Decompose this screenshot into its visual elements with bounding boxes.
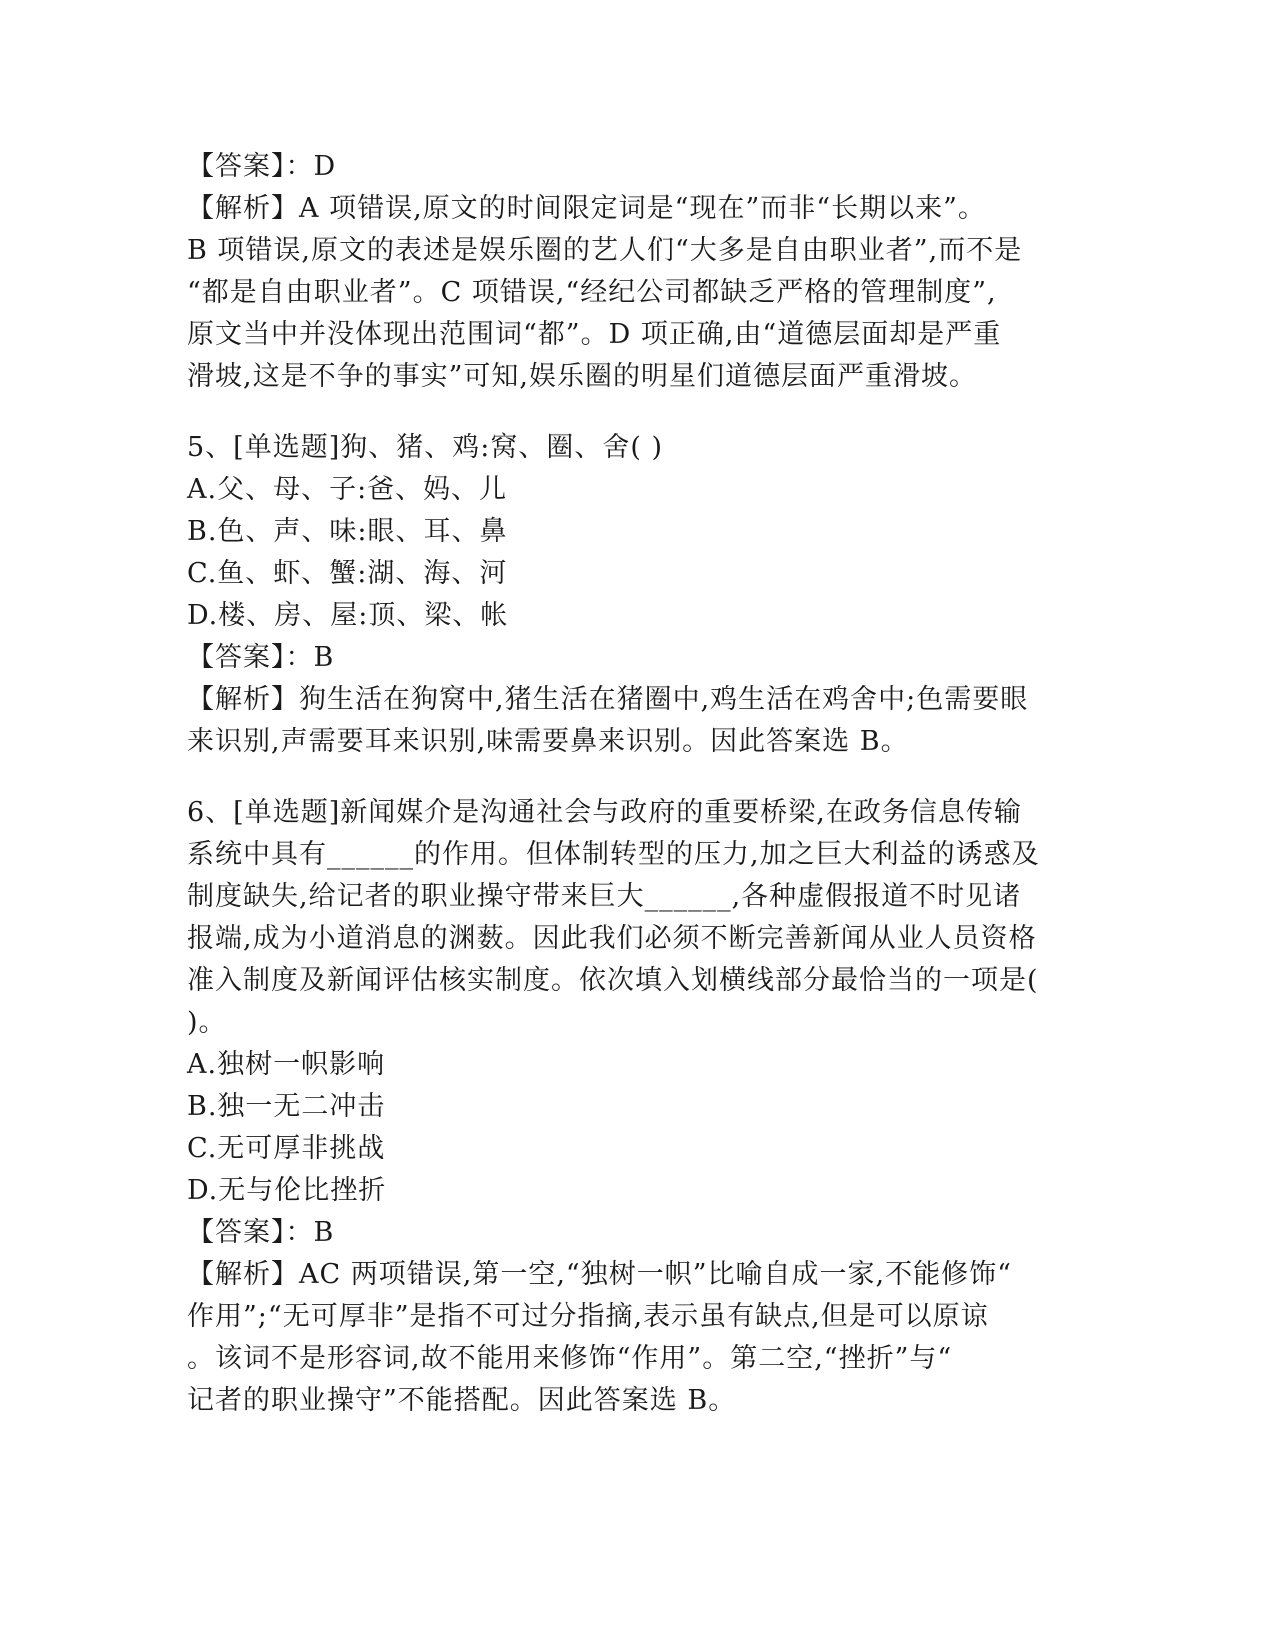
option-d: D.楼、房、屋:顶、梁、帐 bbox=[187, 600, 509, 631]
analysis-line: 原文当中并没体现出范围词“都”。D 项正确,由“道德层面却是严重 bbox=[187, 319, 1002, 350]
option-c: C.鱼、虾、蟹:湖、海、河 bbox=[187, 558, 508, 589]
question-6-line: )。 bbox=[187, 1007, 227, 1038]
question-6-line: 6、[单选题]新闻媒介是沟通社会与政府的重要桥梁,在政务信息传输 bbox=[187, 797, 1022, 828]
spacer bbox=[187, 398, 1087, 427]
question-5: 5、[单选题]狗、猪、鸡:窝、圈、舍( ) bbox=[187, 432, 663, 463]
analysis-line: “都是自由职业者”。C 项错误,“经纪公司都缺乏严格的管理制度”, bbox=[187, 277, 997, 308]
analysis-line: B 项错误,原文的表述是娱乐圈的艺人们“大多是自由职业者”,而不是 bbox=[187, 235, 1023, 266]
analysis-line: 记者的职业操守”不能搭配。因此答案选 B。 bbox=[187, 1385, 737, 1416]
analysis-line: 作用”;“无可厚非”是指不可过分指摘,表示虽有缺点,但是可以原谅 bbox=[187, 1301, 989, 1332]
analysis-line: 【解析】狗生活在狗窝中,猪生活在猪圈中,鸡生活在鸡舍中;色需要眼 bbox=[187, 684, 1029, 715]
option-b: B.独一无二冲击 bbox=[187, 1091, 386, 1122]
question-6-line: 制度缺失,给记者的职业操守带来巨大______,各种虚假报道不时见诸 bbox=[187, 881, 1022, 912]
answer-line: 【答案】：D bbox=[187, 151, 337, 182]
option-c: C.无可厚非挑战 bbox=[187, 1133, 386, 1164]
answer-line: 【答案】：B bbox=[187, 642, 335, 673]
page-content bbox=[187, 146, 1087, 1422]
analysis-line: 来识别,声需要耳来识别,味需要鼻来识别。因此答案选 B。 bbox=[187, 726, 909, 757]
option-a: A.独树一帜影响 bbox=[187, 1049, 386, 1080]
question-6-line: 系统中具有______的作用。但体制转型的压力,加之巨大利益的诱惑及 bbox=[187, 839, 1040, 870]
analysis-line: 【解析】AC 两项错误,第一空,“独树一帜”比喻自成一家,不能修饰“ bbox=[187, 1259, 1012, 1290]
analysis-line: 。该词不是形容词,故不能用来修饰“作用”。第二空,“挫折”与“ bbox=[187, 1343, 953, 1374]
analysis-line: 滑坡,这是不争的事实”可知,娱乐圈的明星们道德层面严重滑坡。 bbox=[187, 361, 977, 392]
option-a: A.父、母、子:爸、妈、儿 bbox=[187, 474, 508, 505]
analysis-line: 【解析】A 项错误,原文的时间限定词是“现在”而非“长期以来”。 bbox=[187, 193, 986, 224]
answer-line: 【答案】：B bbox=[187, 1217, 335, 1248]
option-b: B.色、声、味:眼、耳、鼻 bbox=[187, 516, 508, 547]
spacer bbox=[187, 763, 1087, 792]
option-d: D.无与伦比挫折 bbox=[187, 1175, 387, 1206]
question-6-line: 报端,成为小道消息的渊薮。因此我们必须不断完善新闻从业人员资格 bbox=[187, 923, 1037, 954]
question-6-line: 准入制度及新闻评估核实制度。依次填入划横线部分最恰当的一项是( bbox=[187, 965, 1039, 996]
